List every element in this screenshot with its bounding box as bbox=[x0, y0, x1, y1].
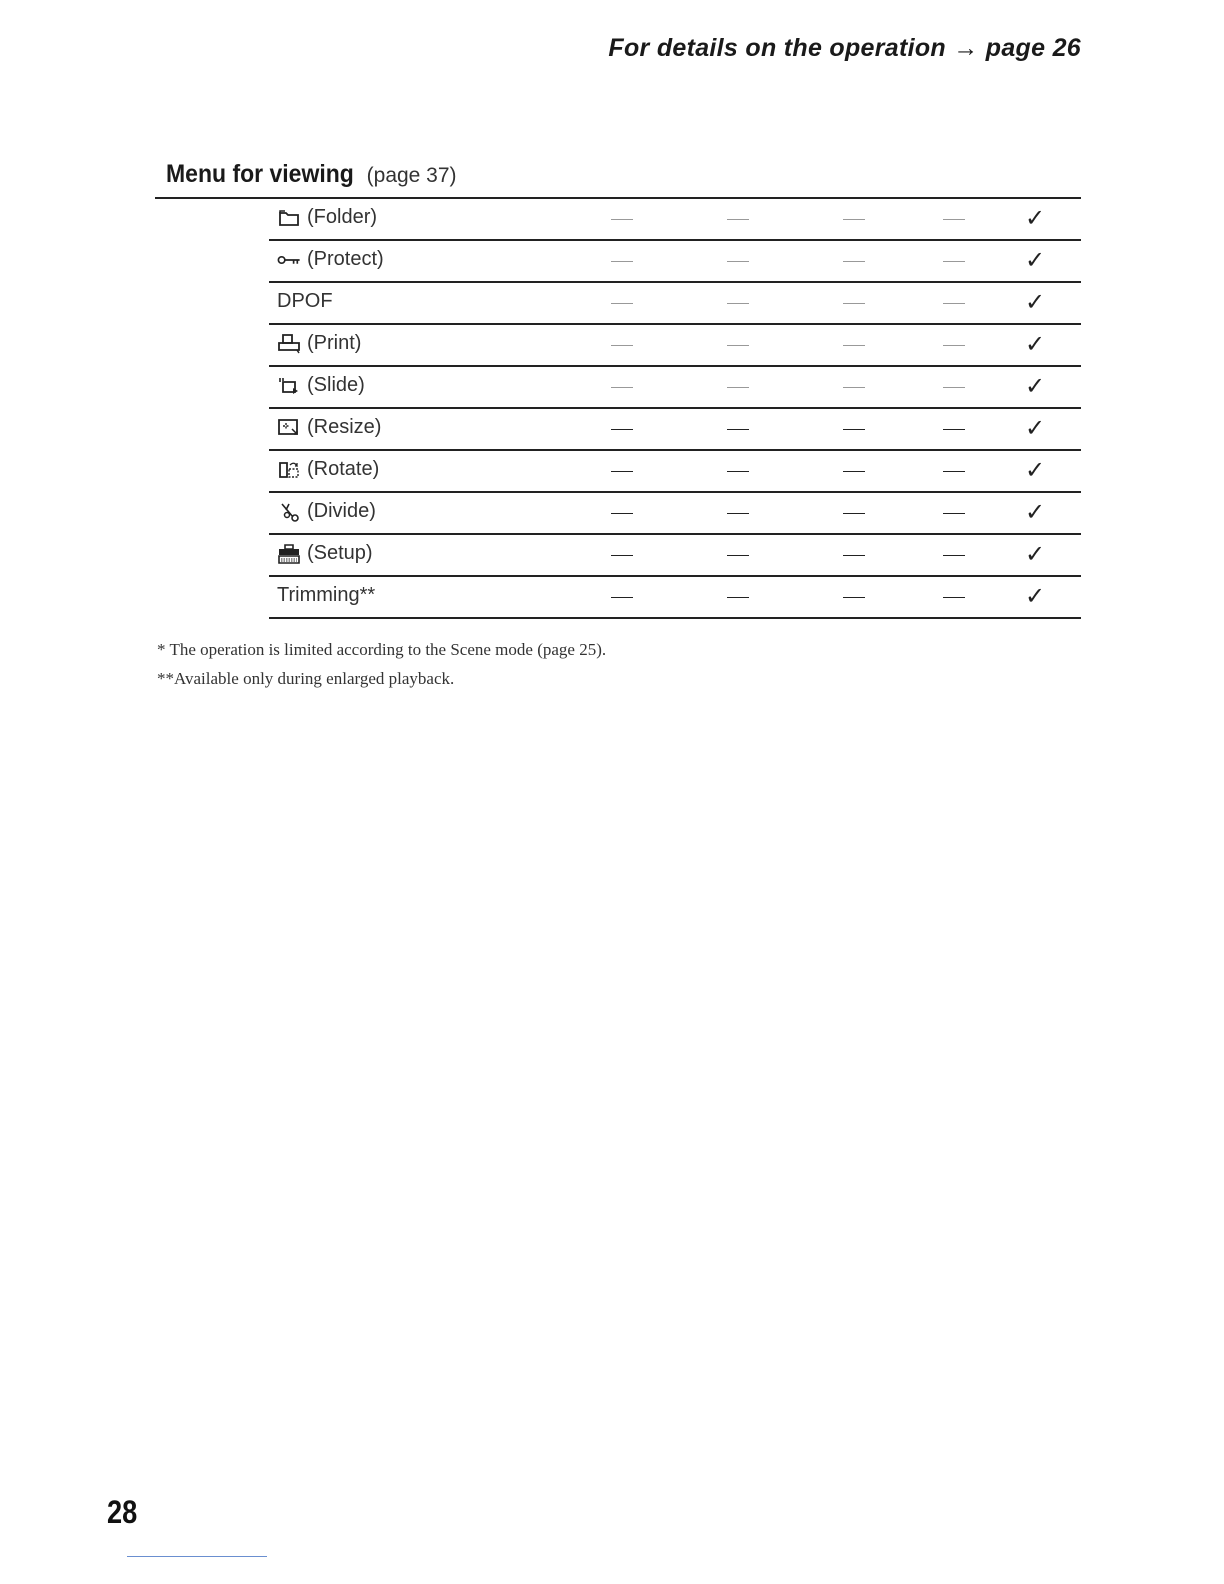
dash-cell bbox=[843, 345, 865, 346]
dash-cell bbox=[727, 345, 749, 346]
check-mark-icon: ✓ bbox=[1025, 541, 1046, 568]
footnote-enlarged-playback: **Available only during enlarged playback. bbox=[157, 669, 455, 688]
dash-cell bbox=[611, 303, 633, 304]
row-label-cell bbox=[277, 542, 373, 565]
dash-cell bbox=[611, 597, 633, 598]
dash-cell bbox=[843, 471, 865, 472]
dash-cell bbox=[727, 597, 749, 598]
dash-cell bbox=[943, 597, 965, 598]
menu-table bbox=[269, 199, 1081, 619]
dash-cell bbox=[611, 429, 633, 430]
slideshow-icon bbox=[277, 375, 301, 397]
dash-cell bbox=[943, 513, 965, 514]
check-mark-icon: ✓ bbox=[1025, 331, 1046, 358]
dash-cell bbox=[727, 387, 749, 388]
key-icon bbox=[277, 249, 301, 271]
dash-cell bbox=[943, 471, 965, 472]
check-mark-icon: ✓ bbox=[1025, 289, 1046, 316]
table-row bbox=[269, 451, 1081, 493]
table-row bbox=[269, 577, 1081, 619]
dash-cell bbox=[611, 345, 633, 346]
dash-cell bbox=[843, 555, 865, 556]
footer-rule bbox=[127, 1556, 267, 1557]
section-heading bbox=[166, 160, 457, 189]
row-label: (Rotate) bbox=[307, 458, 380, 480]
dash-cell bbox=[611, 387, 633, 388]
check-mark-icon: ✓ bbox=[1025, 247, 1046, 274]
table-row bbox=[269, 493, 1081, 535]
row-label: (Print) bbox=[307, 332, 362, 354]
dash-cell bbox=[943, 387, 965, 388]
folder-icon bbox=[277, 207, 301, 229]
table-row bbox=[269, 367, 1081, 409]
dash-cell bbox=[843, 597, 865, 598]
dash-cell bbox=[943, 261, 965, 262]
row-label: (Divide) bbox=[307, 500, 376, 522]
dash-cell bbox=[943, 219, 965, 220]
dash-cell bbox=[611, 555, 633, 556]
rotate-icon bbox=[277, 459, 301, 481]
table-row bbox=[269, 199, 1081, 241]
page-header-reference: For details on the operation → page 26 bbox=[608, 34, 1081, 62]
dash-cell bbox=[727, 555, 749, 556]
scissors-icon bbox=[277, 501, 301, 523]
dash-cell bbox=[843, 429, 865, 430]
dash-cell bbox=[843, 303, 865, 304]
row-label: DPOF bbox=[277, 290, 333, 312]
row-label-cell bbox=[277, 374, 365, 397]
dash-cell bbox=[611, 261, 633, 262]
footnote-scene-mode: * The operation is limited according to the Scene mode (page 25). bbox=[157, 640, 607, 659]
dash-cell bbox=[943, 303, 965, 304]
row-label: Trimming** bbox=[277, 584, 376, 606]
setup-toolbox-icon bbox=[277, 543, 301, 565]
row-label-cell bbox=[277, 248, 384, 271]
dash-cell bbox=[611, 513, 633, 514]
dash-cell bbox=[611, 471, 633, 472]
section-page-reference: (page 37) bbox=[366, 164, 457, 187]
row-label: (Setup) bbox=[307, 542, 373, 564]
dash-cell bbox=[843, 513, 865, 514]
dash-cell bbox=[943, 429, 965, 430]
row-label-cell bbox=[277, 332, 361, 355]
page-number: 28 bbox=[107, 1494, 138, 1530]
dash-cell bbox=[727, 303, 749, 304]
check-mark-icon: ✓ bbox=[1025, 499, 1046, 526]
table-row bbox=[269, 409, 1081, 451]
resize-icon bbox=[277, 417, 301, 439]
section-title: Menu for viewing bbox=[166, 160, 354, 188]
dash-cell bbox=[611, 219, 633, 220]
dash-cell bbox=[727, 429, 749, 430]
print-icon bbox=[277, 333, 301, 355]
table-row bbox=[269, 535, 1081, 577]
table-row bbox=[269, 325, 1081, 367]
row-label: (Slide) bbox=[307, 374, 365, 396]
row-label-cell bbox=[277, 416, 381, 439]
dash-cell bbox=[943, 345, 965, 346]
check-mark-icon: ✓ bbox=[1025, 415, 1046, 442]
row-label-cell bbox=[277, 290, 333, 313]
dash-cell bbox=[727, 261, 749, 262]
check-mark-icon: ✓ bbox=[1025, 205, 1046, 232]
row-label-cell bbox=[277, 458, 379, 481]
table-row bbox=[269, 283, 1081, 325]
table-row bbox=[269, 241, 1081, 283]
dash-cell bbox=[727, 471, 749, 472]
dash-cell bbox=[943, 555, 965, 556]
row-label-cell bbox=[277, 584, 375, 607]
check-mark-icon: ✓ bbox=[1025, 373, 1046, 400]
dash-cell bbox=[843, 261, 865, 262]
row-label-cell bbox=[277, 500, 376, 523]
row-label: (Resize) bbox=[307, 416, 382, 438]
check-mark-icon: ✓ bbox=[1025, 457, 1046, 484]
check-mark-icon: ✓ bbox=[1025, 583, 1046, 610]
row-label: (Folder) bbox=[307, 206, 378, 228]
dash-cell bbox=[843, 387, 865, 388]
dash-cell bbox=[727, 513, 749, 514]
row-label: (Protect) bbox=[307, 248, 384, 270]
row-label-cell bbox=[277, 206, 377, 229]
dash-cell bbox=[727, 219, 749, 220]
dash-cell bbox=[843, 219, 865, 220]
